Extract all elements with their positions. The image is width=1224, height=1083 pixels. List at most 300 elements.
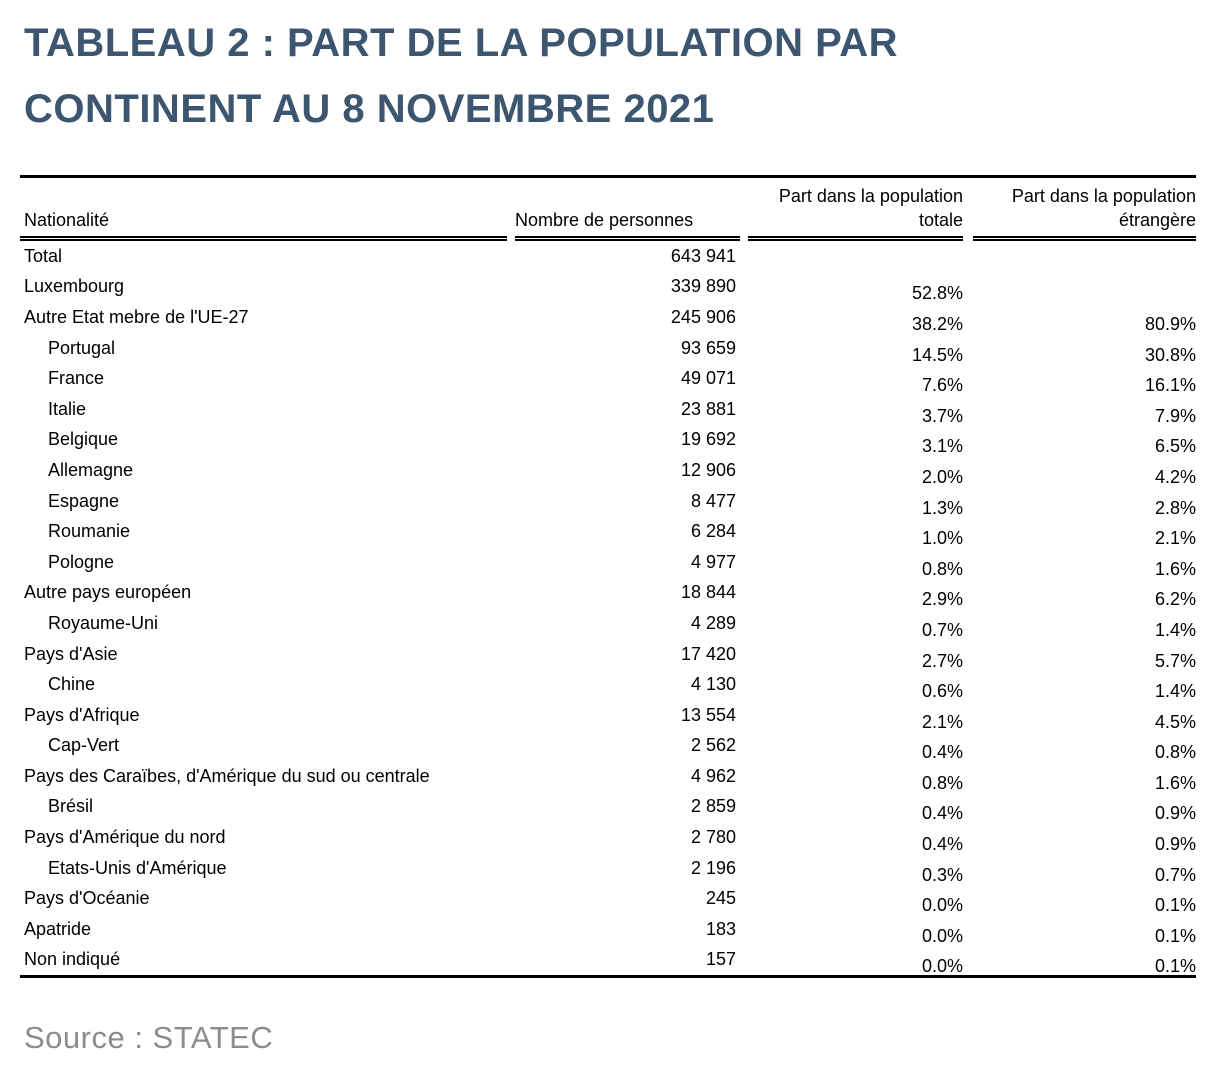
row-part-etrangere — [973, 639, 1196, 670]
row-part-totale-text: 2.1% — [921, 711, 963, 731]
row-part-etrangere — [973, 945, 1196, 976]
row-label — [20, 302, 507, 333]
row-part-etrangere — [973, 486, 1196, 517]
row-part-totale — [748, 363, 963, 394]
row-part-totale — [748, 394, 963, 425]
row-label-text: Brésil — [48, 796, 94, 817]
row-count — [515, 363, 740, 394]
row-part-etrangere — [973, 578, 1196, 609]
col-gap — [507, 178, 515, 241]
row-part-etrangere — [973, 669, 1196, 700]
row-count-text: 2 196 — [690, 857, 736, 878]
row-count — [515, 669, 740, 700]
row-label-text: Cap-Vert — [48, 735, 120, 756]
row-count — [515, 822, 740, 853]
row-part-totale — [748, 914, 963, 945]
row-count — [515, 914, 740, 945]
row-label-text: Portugal — [48, 337, 116, 358]
row-part-etrangere-text: 1.6% — [1154, 772, 1196, 792]
row-count-text: 245 — [705, 888, 736, 909]
row-part-etrangere — [973, 425, 1196, 456]
cell-gap — [740, 302, 748, 333]
row-part-etrangere-text: 6.5% — [1154, 436, 1196, 456]
row-label — [20, 241, 507, 272]
table-row — [20, 669, 1196, 700]
row-count-text: 49 071 — [680, 368, 736, 389]
cell-gap — [740, 363, 748, 394]
cell-gap — [507, 394, 515, 425]
cell-gap — [740, 394, 748, 425]
row-part-totale — [748, 578, 963, 609]
row-part-totale-text: 0.8% — [921, 558, 963, 578]
row-label — [20, 761, 507, 792]
row-count-text: 13 554 — [680, 704, 736, 725]
row-part-etrangere-text: 4.2% — [1154, 466, 1196, 486]
row-part-totale — [748, 761, 963, 792]
col-header-part-totale-line-1: Part dans la population — [778, 186, 963, 206]
cell-gap — [963, 883, 973, 914]
row-count-text: 643 941 — [670, 245, 736, 266]
cell-gap — [740, 516, 748, 547]
row-label-text: Italie — [48, 398, 87, 419]
row-part-etrangere — [973, 363, 1196, 394]
row-label-text: Non indiqué — [24, 949, 121, 970]
row-part-totale-text: 0.4% — [921, 803, 963, 823]
cell-gap — [507, 272, 515, 303]
row-label-text: Chine — [48, 674, 96, 695]
row-count-text: 18 844 — [680, 582, 736, 603]
row-part-etrangere-text: 0.9% — [1154, 834, 1196, 853]
row-label — [20, 669, 507, 700]
cell-gap — [507, 669, 515, 700]
page-title-line-1: TABLEAU 2 : PART DE LA POPULATION PAR — [24, 21, 899, 65]
row-count — [515, 272, 740, 303]
row-part-etrangere-text: 0.1% — [1154, 956, 1196, 976]
cell-gap — [507, 486, 515, 517]
row-part-etrangere-text: 2.8% — [1154, 497, 1196, 517]
col-header-part-etrangere-line-2: étrangère — [1118, 210, 1196, 230]
table-row — [20, 608, 1196, 639]
row-label-text: Pays des Caraïbes, d'Amérique du sud ou centrale — [24, 765, 430, 786]
cell-gap — [507, 547, 515, 578]
row-part-totale-text: 0.3% — [921, 864, 963, 884]
row-part-totale-text: 3.7% — [921, 405, 963, 425]
row-part-etrangere-text: 7.9% — [1154, 405, 1196, 425]
row-label-text: Total — [24, 245, 63, 266]
row-label-text: Pologne — [48, 551, 115, 572]
row-part-totale-text: 1.3% — [921, 497, 963, 517]
cell-gap — [507, 914, 515, 945]
cell-gap — [507, 608, 515, 639]
table-row — [20, 516, 1196, 547]
row-count — [515, 578, 740, 609]
row-part-totale — [748, 333, 963, 364]
row-part-totale-text: 14.5% — [911, 344, 963, 364]
row-count — [515, 516, 740, 547]
cell-gap — [740, 639, 748, 670]
cell-gap — [740, 578, 748, 609]
row-count — [515, 700, 740, 731]
row-part-etrangere — [973, 394, 1196, 425]
row-part-etrangere — [973, 731, 1196, 762]
row-count — [515, 486, 740, 517]
table-row — [20, 945, 1196, 976]
row-part-totale — [748, 272, 963, 303]
row-label-text: Belgique — [48, 429, 119, 450]
row-label-text: Pays d'Asie — [24, 643, 118, 664]
col-header-part-totale-line-2: totale — [918, 210, 963, 230]
row-label-text: Royaume-Uni — [48, 612, 159, 633]
table-row — [20, 425, 1196, 456]
row-part-etrangere-text: 1.6% — [1154, 558, 1196, 578]
table-row — [20, 547, 1196, 578]
row-part-totale — [748, 731, 963, 762]
row-part-etrangere — [973, 516, 1196, 547]
row-part-etrangere — [973, 547, 1196, 578]
row-part-totale-text: 38.2% — [911, 313, 963, 333]
cell-gap — [507, 822, 515, 853]
row-part-etrangere — [973, 608, 1196, 639]
cell-gap — [740, 883, 748, 914]
row-part-etrangere — [973, 761, 1196, 792]
row-part-totale — [748, 455, 963, 486]
row-count-text: 17 420 — [680, 643, 736, 664]
row-label — [20, 853, 507, 884]
col-header-nationalite — [20, 178, 507, 241]
row-count — [515, 853, 740, 884]
row-part-etrangere — [973, 883, 1196, 914]
row-label-text: Etats-Unis d'Amérique — [48, 857, 227, 878]
row-label — [20, 425, 507, 456]
cell-gap — [963, 792, 973, 823]
row-label — [20, 883, 507, 914]
table-row — [20, 761, 1196, 792]
cell-gap — [740, 272, 748, 303]
row-part-etrangere-text: 80.9% — [1144, 313, 1196, 333]
row-label-text: Autre pays européen — [24, 582, 192, 603]
cell-gap — [740, 700, 748, 731]
row-count — [515, 731, 740, 762]
row-part-etrangere-text: 0.9% — [1154, 803, 1196, 823]
cell-gap — [740, 486, 748, 517]
cell-gap — [507, 363, 515, 394]
row-count — [515, 302, 740, 333]
row-part-etrangere-text: 1.4% — [1154, 619, 1196, 639]
row-label — [20, 333, 507, 364]
row-part-totale-text: 0.0% — [921, 925, 963, 945]
row-part-totale-text: 0.6% — [921, 681, 963, 700]
col-header-nombre — [515, 178, 740, 241]
table-row — [20, 731, 1196, 762]
table-row — [20, 333, 1196, 364]
table-row — [20, 853, 1196, 884]
row-label-text: Autre Etat mebre de l'UE-27 — [24, 306, 249, 327]
cell-gap — [740, 914, 748, 945]
row-count — [515, 761, 740, 792]
row-label — [20, 731, 507, 762]
cell-gap — [507, 945, 515, 976]
row-count — [515, 945, 740, 976]
row-part-totale-text: 0.4% — [921, 834, 963, 853]
row-count — [515, 547, 740, 578]
row-part-totale — [748, 792, 963, 823]
table-row — [20, 394, 1196, 425]
row-count-text: 12 906 — [680, 459, 736, 480]
row-part-totale — [748, 822, 963, 853]
row-label — [20, 639, 507, 670]
row-part-etrangere — [973, 455, 1196, 486]
row-count — [515, 883, 740, 914]
table-row — [20, 822, 1196, 853]
cell-gap — [963, 333, 973, 364]
row-label — [20, 272, 507, 303]
row-count-text: 4 130 — [690, 674, 736, 695]
cell-gap — [963, 578, 973, 609]
row-label-text: Luxembourg — [24, 276, 125, 297]
row-label — [20, 608, 507, 639]
cell-gap — [507, 883, 515, 914]
row-label-text: France — [48, 368, 105, 389]
cell-gap — [963, 639, 973, 670]
row-count — [515, 455, 740, 486]
row-part-etrangere-text: 5.7% — [1154, 650, 1196, 670]
cell-gap — [740, 455, 748, 486]
cell-gap — [507, 578, 515, 609]
row-count-text: 157 — [705, 949, 736, 970]
cell-gap — [963, 302, 973, 333]
cell-gap — [963, 363, 973, 394]
col-header-part-etrangere — [973, 178, 1196, 241]
row-label-text: Allemagne — [48, 459, 134, 480]
cell-gap — [740, 547, 748, 578]
cell-gap — [963, 945, 973, 976]
row-label — [20, 578, 507, 609]
row-count-text: 4 977 — [690, 551, 736, 572]
cell-gap — [740, 608, 748, 639]
row-label-text: Pays d'Afrique — [24, 704, 140, 725]
row-label-text: Apatride — [24, 918, 92, 939]
row-part-totale — [748, 853, 963, 884]
table-row — [20, 486, 1196, 517]
table-row — [20, 578, 1196, 609]
table-row — [20, 700, 1196, 731]
row-count — [515, 241, 740, 272]
table-row — [20, 455, 1196, 486]
cell-gap — [963, 853, 973, 884]
row-part-totale-text: 0.8% — [921, 772, 963, 792]
table-row — [20, 241, 1196, 272]
cell-gap — [740, 333, 748, 364]
row-label — [20, 700, 507, 731]
row-count — [515, 333, 740, 364]
cell-gap — [507, 241, 515, 272]
row-part-totale-text: 0.0% — [921, 895, 963, 915]
row-part-totale — [748, 486, 963, 517]
table-row — [20, 302, 1196, 333]
row-count — [515, 394, 740, 425]
cell-gap — [963, 547, 973, 578]
col-header-nombre-label: Nombre de personnes — [515, 210, 694, 230]
row-count — [515, 425, 740, 456]
cell-gap — [740, 241, 748, 272]
row-count-text: 2 859 — [690, 796, 736, 817]
cell-gap — [963, 608, 973, 639]
cell-gap — [740, 761, 748, 792]
row-part-etrangere-text: 0.8% — [1154, 742, 1196, 762]
page-title-line-2: CONTINENT AU 8 NOVEMBRE 2021 — [24, 87, 715, 131]
row-label-text: Pays d'Océanie — [24, 888, 150, 909]
cell-gap — [740, 425, 748, 456]
row-part-totale — [748, 241, 963, 272]
row-label — [20, 945, 507, 976]
table-row — [20, 363, 1196, 394]
row-part-totale — [748, 700, 963, 731]
row-label — [20, 822, 507, 853]
row-part-etrangere — [973, 822, 1196, 853]
cell-gap — [740, 792, 748, 823]
row-count-text: 8 477 — [690, 490, 736, 511]
row-label-text: Pays d'Amérique du nord — [24, 827, 226, 848]
row-part-etrangere-text: 0.1% — [1154, 925, 1196, 945]
row-part-etrangere-text: 1.4% — [1154, 681, 1196, 700]
row-part-etrangere — [973, 302, 1196, 333]
row-part-totale-text: 2.7% — [921, 650, 963, 670]
cell-gap — [740, 731, 748, 762]
cell-gap — [507, 333, 515, 364]
row-count-text: 339 890 — [670, 276, 736, 297]
row-part-etrangere — [973, 914, 1196, 945]
row-label-text: Espagne — [48, 490, 120, 511]
row-part-totale — [748, 945, 963, 976]
row-count-text: 6 284 — [690, 521, 736, 542]
cell-gap — [507, 853, 515, 884]
row-label-text: Roumanie — [48, 521, 131, 542]
cell-gap — [963, 669, 973, 700]
cell-gap — [963, 731, 973, 762]
row-part-etrangere — [973, 853, 1196, 884]
row-part-etrangere — [973, 333, 1196, 364]
row-count-text: 4 962 — [690, 765, 736, 786]
row-part-etrangere — [973, 792, 1196, 823]
header-row — [20, 178, 1196, 241]
row-part-totale-text: 1.0% — [921, 528, 963, 547]
row-part-totale-text: 0.4% — [921, 742, 963, 762]
row-count-text: 2 562 — [690, 735, 736, 756]
cell-gap — [963, 761, 973, 792]
row-part-totale — [748, 547, 963, 578]
row-count — [515, 639, 740, 670]
row-count — [515, 792, 740, 823]
row-part-etrangere-text: 4.5% — [1154, 711, 1196, 731]
row-label — [20, 363, 507, 394]
cell-gap — [507, 731, 515, 762]
row-label — [20, 914, 507, 945]
row-label — [20, 486, 507, 517]
row-part-etrangere-text: 0.7% — [1154, 864, 1196, 884]
cell-gap — [507, 455, 515, 486]
row-label — [20, 455, 507, 486]
cell-gap — [963, 914, 973, 945]
col-header-nationalite-label: Nationalité — [24, 210, 110, 230]
table-row — [20, 272, 1196, 303]
row-part-totale-text: 3.1% — [921, 436, 963, 456]
table-row — [20, 914, 1196, 945]
row-part-totale-text: 7.6% — [921, 375, 963, 394]
cell-gap — [963, 486, 973, 517]
row-part-totale — [748, 639, 963, 670]
table-row — [20, 792, 1196, 823]
cell-gap — [507, 425, 515, 456]
table-header — [20, 178, 1196, 241]
row-part-etrangere-text: 30.8% — [1144, 344, 1196, 364]
row-part-totale — [748, 608, 963, 639]
cell-gap — [963, 272, 973, 303]
cell-gap — [740, 669, 748, 700]
col-gap — [963, 178, 973, 241]
row-part-etrangere-text: 6.2% — [1154, 589, 1196, 609]
row-count-text: 245 906 — [670, 306, 736, 327]
cell-gap — [507, 639, 515, 670]
cell-gap — [507, 516, 515, 547]
col-header-part-totale — [748, 178, 963, 241]
row-count-text: 2 780 — [690, 827, 736, 848]
row-part-totale — [748, 669, 963, 700]
population-table — [20, 175, 1196, 978]
data-table — [20, 178, 1196, 975]
row-part-totale-text: 52.8% — [911, 283, 963, 303]
table-row — [20, 639, 1196, 670]
cell-gap — [963, 516, 973, 547]
row-part-totale — [748, 425, 963, 456]
cell-gap — [507, 302, 515, 333]
cell-gap — [963, 394, 973, 425]
row-part-totale — [748, 883, 963, 914]
cell-gap — [963, 425, 973, 456]
page-title — [0, 0, 1224, 142]
row-part-totale — [748, 516, 963, 547]
cell-gap — [740, 945, 748, 976]
cell-gap — [740, 822, 748, 853]
col-header-part-etrangere-line-1: Part dans la population — [1011, 186, 1196, 206]
row-part-totale-text: 0.7% — [921, 619, 963, 639]
col-gap — [740, 178, 748, 241]
row-count-text: 183 — [705, 918, 736, 939]
cell-gap — [507, 700, 515, 731]
row-label — [20, 792, 507, 823]
row-part-totale-text: 0.0% — [921, 956, 963, 976]
row-part-etrangere — [973, 272, 1196, 303]
table-row — [20, 883, 1196, 914]
row-part-etrangere — [973, 700, 1196, 731]
cell-gap — [963, 822, 973, 853]
row-count-text: 23 881 — [680, 398, 736, 419]
row-count-text: 19 692 — [680, 429, 736, 450]
row-count — [515, 608, 740, 639]
row-part-totale-text: 2.0% — [921, 466, 963, 486]
row-part-etrangere — [973, 241, 1196, 272]
cell-gap — [963, 241, 973, 272]
row-part-etrangere-text: 2.1% — [1154, 528, 1196, 547]
cell-gap — [963, 700, 973, 731]
cell-gap — [740, 853, 748, 884]
row-label — [20, 547, 507, 578]
cell-gap — [963, 455, 973, 486]
row-label — [20, 394, 507, 425]
cell-gap — [507, 792, 515, 823]
row-part-etrangere-text: 16.1% — [1144, 375, 1196, 394]
cell-gap — [507, 761, 515, 792]
row-count-text: 93 659 — [680, 337, 736, 358]
